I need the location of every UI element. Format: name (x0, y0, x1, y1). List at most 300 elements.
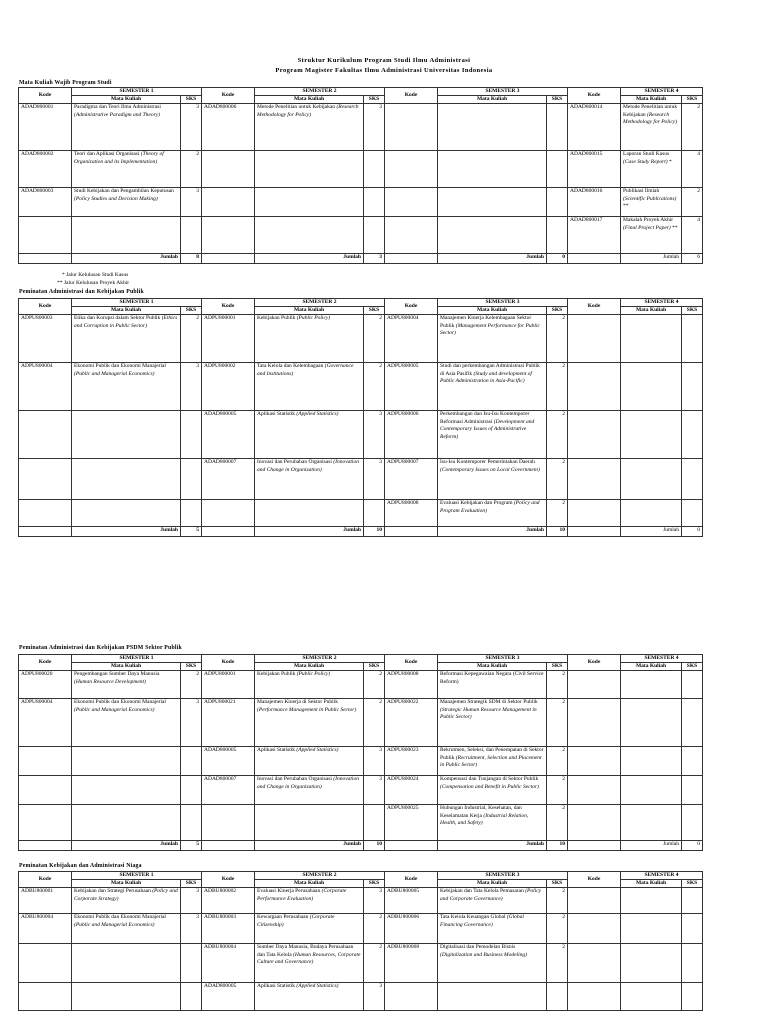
col-sks-header: SKS (181, 307, 202, 315)
course-code: ADPU800006 (385, 411, 438, 459)
semester-2-total: 10 (364, 841, 385, 851)
course-sks: 3 (181, 363, 202, 411)
col-kode-header: Kode (568, 655, 621, 671)
course-name (621, 411, 682, 459)
totals-spacer (568, 254, 621, 264)
course-name (255, 217, 364, 254)
course-name (72, 104, 181, 151)
totals-spacer (202, 841, 255, 851)
semester-4-total: 0 (682, 527, 703, 537)
course-sks: 2 (181, 315, 202, 363)
course-code (385, 188, 438, 217)
course-name (438, 151, 547, 188)
semester-2-header: SEMESTER 2 (255, 872, 385, 880)
col-kode-header: Kode (19, 299, 72, 315)
col-kode-header: Kode (202, 299, 255, 315)
course-code: ADPU800023 (385, 747, 438, 776)
course-sks (181, 776, 202, 805)
course-sks: 3 (364, 411, 385, 459)
course-sks (682, 411, 703, 459)
course-code: ADPU800002 (202, 363, 255, 411)
course-sks: 2 (547, 459, 568, 500)
col-sks-header: SKS (682, 663, 703, 671)
course-name-id: Tata Kelola Keuangan Global (440, 914, 506, 920)
course-sks (181, 500, 202, 527)
section-title-akp: Peminatan Administrasi dan Kebijakan Publik (19, 289, 144, 295)
semester-1-header: SEMESTER 1 (72, 655, 202, 663)
course-name (72, 805, 181, 841)
course-sks: 3 (364, 888, 385, 914)
course-sks: 3 (181, 188, 202, 217)
table-wajib (18, 87, 703, 264)
course-name-en: (Ethics and Corruption in Public Sector) (74, 315, 178, 329)
course-sks (547, 188, 568, 217)
course-name (255, 944, 364, 983)
course-name (255, 500, 364, 527)
course-sks (181, 747, 202, 776)
header-row (19, 655, 703, 663)
course-name (72, 888, 181, 914)
course-name (438, 776, 547, 805)
semester-4-total: 0 (682, 841, 703, 851)
totals-spacer (385, 254, 438, 264)
note-case-study: * Jalur Kelulusan Studi Kasus (62, 272, 129, 278)
semester-1-total: 5 (181, 527, 202, 537)
course-name-id: Ekonomi Publik dan Ekonomi Manajerial (74, 363, 166, 369)
note-final-project: ** Jalur Kelulusan Proyek Akhir (57, 280, 130, 286)
course-sks: 2 (547, 805, 568, 841)
semester-4-total: 6 (682, 254, 703, 264)
course-name (72, 500, 181, 527)
course-code: ADBU800002 (202, 888, 255, 914)
semester-2-header: SEMESTER 2 (255, 88, 385, 96)
course-sks: 2 (364, 914, 385, 944)
course-sks: 2 (364, 671, 385, 699)
course-sks (364, 500, 385, 527)
course-name-en: (Compensation and Benefit in Public Sector) (440, 783, 539, 790)
course-name (621, 500, 682, 527)
course-name (72, 699, 181, 747)
course-sks (181, 459, 202, 500)
table-akp (18, 298, 703, 537)
semester-4-header: SEMESTER 4 (621, 88, 703, 96)
course-name-id: Inovasi dan Perubahan Organisasi (257, 459, 332, 465)
course-name (72, 671, 181, 699)
col-mata-kuliah-header: Mata Kuliah (621, 307, 682, 315)
course-code (568, 671, 621, 699)
totals-label: Jumlah (72, 254, 181, 264)
course-row (19, 151, 703, 188)
course-code: ADBU800005 (385, 888, 438, 914)
course-name-id: Aplikasi Statistik (257, 411, 296, 417)
course-name (621, 914, 682, 944)
course-name-id: Rekrutmen, Seleksi, dan Penempatan di Sektor Publik (440, 747, 544, 761)
course-name-id: Paradigma dan Teori Ilmu Administrasi (74, 104, 161, 110)
semester-1-total: 5 (181, 841, 202, 851)
semester-2-total: 3 (364, 254, 385, 264)
course-name (621, 217, 682, 254)
col-sks-header: SKS (547, 880, 568, 888)
course-name (621, 363, 682, 411)
course-name-id: Manajemen Kinerja di Sektor Publik (257, 699, 338, 705)
course-name (72, 217, 181, 254)
col-sks-header: SKS (181, 880, 202, 888)
course-sks (682, 671, 703, 699)
totals-spacer (202, 527, 255, 537)
course-name (438, 104, 547, 151)
course-name-en: (Innovation and Change in Organization) (257, 776, 359, 790)
col-kode-header: Kode (19, 88, 72, 104)
course-name (72, 914, 181, 944)
course-sks: 3 (364, 983, 385, 1011)
course-name (621, 151, 682, 188)
course-name (255, 315, 364, 363)
course-name (255, 459, 364, 500)
semester-4-header: SEMESTER 4 (621, 872, 703, 880)
col-kode-header: Kode (202, 872, 255, 888)
course-sks: 2 (682, 188, 703, 217)
course-name-en: (Public and Managerial Economics) (74, 706, 155, 713)
course-name-en: (Public Policy) (296, 671, 331, 677)
course-sks (682, 944, 703, 983)
course-code (19, 459, 72, 500)
course-name-id: Metode Penelitian untuk Kebijakan (623, 104, 678, 118)
course-sks: 2 (547, 914, 568, 944)
course-row (19, 914, 703, 944)
course-code (19, 944, 72, 983)
course-name-en: (Research Methodology for Policy) (623, 111, 678, 126)
course-sks (547, 217, 568, 254)
course-code (568, 411, 621, 459)
course-name (255, 411, 364, 459)
course-code (568, 699, 621, 747)
course-code: ADPU800024 (385, 776, 438, 805)
course-sks: 2 (181, 671, 202, 699)
col-kode-header: Kode (19, 655, 72, 671)
course-code (385, 104, 438, 151)
course-code: ADBU800003 (202, 914, 255, 944)
course-name-id: Manajemen Strategik SDM di Sektor Publik (440, 699, 538, 705)
course-name-id: Perkembangan dan Isu-Isu Kontemporer Reformasi Administrasi (440, 411, 530, 425)
course-name (72, 944, 181, 983)
col-kode-header: Kode (568, 88, 621, 104)
totals-label: Jumlah (438, 254, 547, 264)
course-name-id: Aplikasi Statistik (257, 983, 296, 989)
course-name (438, 699, 547, 747)
col-sks-header: SKS (364, 307, 385, 315)
course-name (255, 776, 364, 805)
course-code: ADPU800007 (385, 459, 438, 500)
course-name (621, 188, 682, 217)
semester-2-total: 10 (364, 527, 385, 537)
course-sks: 3 (364, 747, 385, 776)
course-row (19, 411, 703, 459)
course-sks: 2 (364, 363, 385, 411)
col-mata-kuliah-header: Mata Kuliah (438, 96, 547, 104)
course-code: ADPU800020 (19, 671, 72, 699)
course-code: ADPU800008 (385, 671, 438, 699)
course-name-id: Publikasi Ilmiah (623, 188, 660, 194)
course-name-en: (Applied Statistics) (296, 747, 339, 753)
col-kode-header: Kode (568, 872, 621, 888)
course-code (202, 217, 255, 254)
course-sks (364, 151, 385, 188)
course-sks: 2 (547, 500, 568, 527)
course-code: ADPU800021 (202, 699, 255, 747)
course-name-id: Inovasi dan Perubahan Organisasi (257, 776, 332, 782)
course-code: ADAD800007 (202, 776, 255, 805)
totals-label: Jumlah (255, 841, 364, 851)
course-sks (682, 914, 703, 944)
semester-3-header: SEMESTER 3 (438, 872, 568, 880)
course-code (19, 805, 72, 841)
course-name (621, 944, 682, 983)
totals-label: Jumlah (438, 841, 547, 851)
course-row (19, 363, 703, 411)
course-sks (547, 151, 568, 188)
header-row (19, 872, 703, 880)
course-code: ADPU800004 (19, 699, 72, 747)
course-sks (682, 888, 703, 914)
course-name-en: (Applied Statistics) (296, 411, 339, 417)
course-code (202, 151, 255, 188)
col-sks-header: SKS (364, 663, 385, 671)
header-row (19, 299, 703, 307)
course-code: ADAD800003 (19, 188, 72, 217)
semester-1-header: SEMESTER 1 (72, 872, 202, 880)
document-title: Struktur Kurikulum Program Studi Ilmu Administrasi (297, 57, 471, 64)
course-code: ADPU800008 (385, 500, 438, 527)
col-sks-header: SKS (682, 96, 703, 104)
course-name-en: (Case Study Report) (623, 158, 668, 165)
course-code (385, 983, 438, 1011)
course-name (255, 151, 364, 188)
course-name (255, 805, 364, 841)
course-name (621, 776, 682, 805)
semester-4-header: SEMESTER 4 (621, 655, 703, 663)
col-mata-kuliah-header: Mata Kuliah (438, 663, 547, 671)
course-name (621, 983, 682, 1011)
course-mark: ** (670, 224, 678, 231)
semester-1-total: 8 (181, 254, 202, 264)
course-sks (181, 805, 202, 841)
course-name-en: (Corporate Performance Evaluation) (257, 888, 347, 902)
totals-spacer (568, 527, 621, 537)
course-code: ADBU800001 (19, 888, 72, 914)
course-code: ADPU800004 (385, 315, 438, 363)
totals-spacer (19, 254, 72, 264)
course-name (438, 188, 547, 217)
course-code (19, 217, 72, 254)
course-code (202, 805, 255, 841)
course-sks: 2 (181, 151, 202, 188)
course-name-id: Etika dan Korupsi dalam Sektor Publik (74, 315, 161, 321)
totals-label: Jumlah (255, 254, 364, 264)
document-subtitle: Program Magister Fakultas Ilmu Administrasi Universitas Indonesia (275, 67, 493, 74)
totals-label: Jumlah (255, 527, 364, 537)
course-name (621, 459, 682, 500)
course-code (385, 217, 438, 254)
course-sks (682, 805, 703, 841)
course-name (72, 983, 181, 1011)
course-sks: 2 (547, 747, 568, 776)
col-mata-kuliah-header: Mata Kuliah (438, 880, 547, 888)
col-sks-header: SKS (682, 880, 703, 888)
semester-3-header: SEMESTER 3 (438, 655, 568, 663)
semester-2-header: SEMESTER 2 (255, 299, 385, 307)
course-name-id: Evaluasi Kebijakan dan Program (440, 500, 513, 506)
col-kode-header: Kode (385, 299, 438, 315)
course-name (255, 104, 364, 151)
col-sks-header: SKS (181, 663, 202, 671)
course-sks (364, 217, 385, 254)
course-sks: 3 (364, 776, 385, 805)
course-code (568, 944, 621, 983)
col-kode-header: Kode (202, 88, 255, 104)
col-kode-header: Kode (385, 88, 438, 104)
course-name-en: (Innovation and Change in Organization) (257, 459, 359, 473)
col-sks-header: SKS (364, 96, 385, 104)
course-name (621, 805, 682, 841)
course-sks (682, 363, 703, 411)
course-name-en: (Industrial Relation, Health, and Safety) (440, 812, 529, 827)
course-sks: 2 (547, 315, 568, 363)
totals-label: Jumlah (621, 254, 682, 264)
course-code (568, 500, 621, 527)
totals-label: Jumlah (72, 527, 181, 537)
course-code (19, 983, 72, 1011)
course-name (438, 983, 547, 1011)
course-code (202, 188, 255, 217)
course-name (438, 888, 547, 914)
course-code: ADAD800015 (568, 151, 621, 188)
course-row (19, 217, 703, 254)
course-name-id: Makalah Proyek Akhir (623, 217, 674, 223)
course-name-en: (Performance Management in Public Sector) (257, 706, 357, 713)
course-code (19, 776, 72, 805)
course-sks (682, 500, 703, 527)
course-row (19, 983, 703, 1011)
col-sks-header: SKS (181, 96, 202, 104)
course-code: ADAD800007 (202, 459, 255, 500)
course-name-id: Kewargaan Perusahaan (257, 914, 309, 920)
course-name (255, 699, 364, 747)
course-name-en: (Final Project Paper) (623, 224, 671, 231)
table-niaga (18, 871, 703, 1011)
course-sks: 2 (547, 699, 568, 747)
semester-3-header: SEMESTER 3 (438, 299, 568, 307)
course-name (621, 888, 682, 914)
course-name (72, 315, 181, 363)
course-mark: * (667, 158, 672, 165)
course-code: ADPU800003 (19, 315, 72, 363)
course-name-id: Kebijakan dan Strategi Perusahaan (74, 888, 151, 894)
totals-label: Jumlah (72, 841, 181, 851)
course-row (19, 459, 703, 500)
course-sks: 2 (547, 411, 568, 459)
course-name (621, 104, 682, 151)
col-mata-kuliah-header: Mata Kuliah (255, 880, 364, 888)
totals-spacer (19, 841, 72, 851)
course-sks (181, 411, 202, 459)
course-code: ADPU800004 (19, 363, 72, 411)
col-sks-header: SKS (547, 663, 568, 671)
course-code (568, 776, 621, 805)
course-sks: 3 (364, 459, 385, 500)
course-code: ADBU800004 (202, 944, 255, 983)
course-name (438, 747, 547, 776)
course-code (568, 888, 621, 914)
course-name-en: (Human Resources, Corporate Culture and Governance) (257, 951, 361, 966)
totals-spacer (385, 841, 438, 851)
course-name-en: (Strategic Human Resource Management in Public Sector) (440, 706, 537, 721)
col-mata-kuliah-header: Mata Kuliah (72, 880, 181, 888)
course-sks (682, 747, 703, 776)
course-name (621, 747, 682, 776)
col-mata-kuliah-header: Mata Kuliah (255, 307, 364, 315)
semester-3-total: 0 (547, 254, 568, 264)
semester-4-header: SEMESTER 4 (621, 299, 703, 307)
course-name-en: (Development and Contemporary Issues of Administrative Reform) (440, 418, 535, 440)
course-row (19, 747, 703, 776)
course-sks: 2 (547, 776, 568, 805)
col-kode-header: Kode (202, 655, 255, 671)
course-code (202, 500, 255, 527)
course-sks (181, 217, 202, 254)
course-sks: 4 (682, 151, 703, 188)
course-code: ADBU800008 (385, 944, 438, 983)
course-name (438, 944, 547, 983)
course-name-id: Isu-Isu Kontemporer Pemerintahan Daerah (440, 459, 535, 465)
course-name-id: Pengembangan Sumber Daya Manusia (74, 671, 160, 677)
course-sks: 3 (181, 888, 202, 914)
course-code: ADBU800004 (19, 914, 72, 944)
course-code: ADAD800005 (202, 411, 255, 459)
course-name-en: (Policy and Corporate Strategy) (74, 888, 178, 902)
course-sks (364, 188, 385, 217)
course-sks: 2 (547, 363, 568, 411)
course-code: ADPU800025 (385, 805, 438, 841)
col-kode-header: Kode (568, 299, 621, 315)
course-name-id: Metode Penelitian untuk Kebijakan (257, 104, 336, 110)
course-row (19, 671, 703, 699)
course-code: ADPU800001 (202, 671, 255, 699)
course-name-id: Teori dan Aplikasi Organisasi (74, 151, 140, 157)
course-name-id: Kebijakan dan Tata Kelola Pemasaran (440, 888, 524, 894)
course-code: ADPU800005 (385, 363, 438, 411)
course-sks: 2 (547, 671, 568, 699)
totals-row (19, 254, 703, 264)
totals-spacer (568, 841, 621, 851)
header-row (19, 88, 703, 96)
course-name-en: (Policy and Corporate Governance) (440, 888, 542, 902)
course-sks (547, 104, 568, 151)
totals-row (19, 527, 703, 537)
col-sks-header: SKS (547, 307, 568, 315)
semester-3-total: 10 (547, 841, 568, 851)
course-sks (364, 805, 385, 841)
course-name-en: (Applied Statistics) (296, 983, 339, 989)
course-name-en: (Global Financing Governance) (440, 914, 524, 928)
course-name-en: (Management Performance for Public Sector) (440, 322, 540, 337)
course-code (19, 500, 72, 527)
course-sks: 2 (547, 888, 568, 914)
course-name-id: Digitalisasi dan Pemodelan Bisnis (440, 944, 516, 950)
col-sks-header: SKS (547, 96, 568, 104)
course-name (72, 151, 181, 188)
course-code (19, 411, 72, 459)
course-sks: 2 (364, 699, 385, 747)
